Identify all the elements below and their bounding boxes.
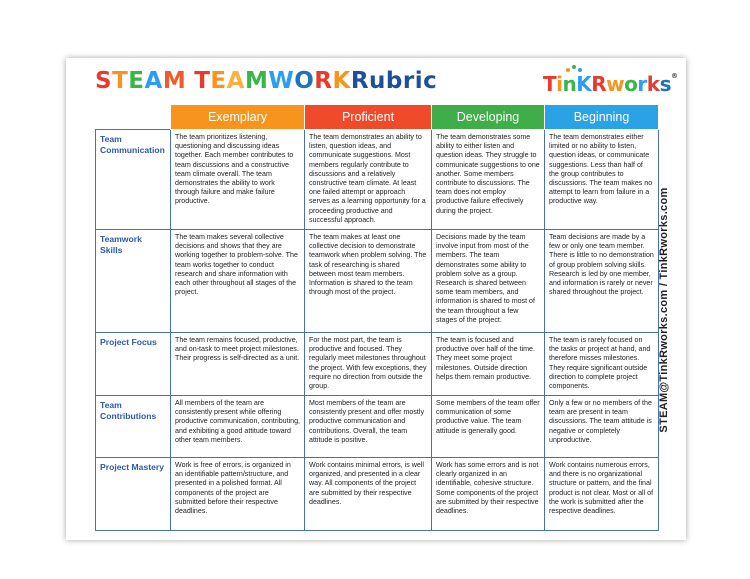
table-row xyxy=(96,333,659,396)
table-row xyxy=(96,230,659,333)
title-letter: T xyxy=(194,68,211,94)
logo-letter: T xyxy=(543,72,557,96)
title-letter: O xyxy=(294,68,315,94)
row-header: Project Focus xyxy=(96,333,171,396)
rubric-cell: All members of the team are consistently present while offering productive communication, contributing, and exhibiting a good attitude toward other team members. xyxy=(171,396,305,458)
title-letter: T xyxy=(112,68,129,94)
title-letter: A xyxy=(226,68,245,94)
logo-letter: r xyxy=(637,72,647,96)
rubric-cell: Decisions made by the team involve input from most of the members. The team demonstrates some ability to problem solve as a group. Research is shared between some team members, and information is shared to most of the team throughout a few stages of the project. xyxy=(432,230,545,333)
rubric-cell: For the most part, the team is productive and focused. They regularly meet milestones throughout the project. With few exceptions, they require no direction from outside the group. xyxy=(305,333,432,396)
row-header: Team Communication xyxy=(96,130,171,230)
row-header: Project Mastery xyxy=(96,458,171,531)
table-row xyxy=(96,130,659,230)
rubric-cell: Team decisions are made by a few or only one team member. There is little to no demonstration of group problem solving skills. Research is led by one member, and information is rarely or never shared throughout the project. xyxy=(545,230,659,333)
rubric-table xyxy=(95,104,659,531)
tinkrworks-logo xyxy=(543,72,678,96)
rubric-cell: The team is focused and productive over half of the time. They meet some project milestones. Outside direction helps them remain productive. xyxy=(432,333,545,396)
title-letter: A xyxy=(144,68,163,94)
page-title xyxy=(95,68,437,94)
table-row xyxy=(96,396,659,458)
title-letter: E xyxy=(210,68,227,94)
logo-letter: R xyxy=(591,72,607,96)
title-letter: W xyxy=(268,68,295,94)
title-letter: M xyxy=(162,68,187,94)
column-header-exemplary: Exemplary xyxy=(171,105,305,130)
header-row xyxy=(96,105,659,130)
title-letter: S xyxy=(95,68,113,94)
rubric-cell: The team demonstrates some ability to either listen and question ideas. They struggle to communicate suggestions to one another. Some members contribute to discussions. The team does not employ productive failure effectively during the project. xyxy=(432,130,545,230)
title-letter: R xyxy=(314,68,333,94)
logo-letter: n xyxy=(562,72,577,96)
logo-letter: k xyxy=(646,72,660,96)
title-letter: Rubric xyxy=(350,68,438,94)
rubric-cell: Some members of the team offer communication of some productive value. The team attitude is generally good. xyxy=(432,396,545,458)
title-letter: M xyxy=(244,68,269,94)
rubric-cell: Most members of the team are consistently present and offer mostly productive communication and contributions. Overall, the team attitude is positive. xyxy=(305,396,432,458)
logo-letter: w xyxy=(606,72,625,96)
corner-cell xyxy=(96,105,171,130)
rubric-cell: The team remains focused, productive, and on-task to meet project milestones. Their progress is self-directed as a unit. xyxy=(171,333,305,396)
rubric-cell: The team demonstrates an ability to listen, question ideas, and communicate suggestions. Most members regularly contribute to discussions and a relatively constructive team climate. At least one failed attempt or approach serves as a learning opportunity for a proceeding productive and successful approach. xyxy=(305,130,432,230)
registered-mark: ® xyxy=(671,72,678,80)
column-header-beginning: Beginning xyxy=(545,105,659,130)
logo-letter: o xyxy=(624,72,638,96)
rubric-cell: Work contains minimal errors, is well organized, and presented in a clear way. All components of the project are submitted by their respective deadlines. xyxy=(305,458,432,531)
rubric-cell: Work is free of errors, is organized in an identifiable pattern/structure, and presented in a polished format. All components of the project are submitted before their respective deadlines. xyxy=(171,458,305,531)
logo-letter: s xyxy=(659,72,671,96)
gear-spark-icon xyxy=(563,64,585,74)
column-header-proficient: Proficient xyxy=(305,105,432,130)
rubric-cell: Only a few or no members of the team are present in team discussions. The team attitude is negative or completely unproductive. xyxy=(545,396,659,458)
rubric-cell: The team is rarely focused on the tasks or project at hand, and therefore misses milestones. They require significant outside direction to complete project components. xyxy=(545,333,659,396)
contact-text: STEAM@TinkRworks.com / TinkRworks.com xyxy=(658,187,670,433)
rubric-cell: The team demonstrates either limited or no ability to listen, question ideas, or communicate suggestions. Less than half of the group contributes to discussions. The team makes no attempt to learn from failure in a productive way. xyxy=(545,130,659,230)
title-letter: E xyxy=(128,68,145,94)
row-header: Team Contributions xyxy=(96,396,171,458)
rubric-cell: Work has some errors and is not clearly organized in an identifiable, cohesive structure. Some components of the project are submitted by their respective deadlines. xyxy=(432,458,545,531)
rubric-cell: The team prioritizes listening, questioning and discussing ideas together. Each member contributes to team discussions and a constructive team climate overall. The team demonstrates the ability to work through failure and make failure productive. xyxy=(171,130,305,230)
column-header-developing: Developing xyxy=(432,105,545,130)
logo-letter: i xyxy=(556,72,563,96)
table-row xyxy=(96,458,659,531)
row-header: Teamwork Skills xyxy=(96,230,171,333)
logo-letter: K xyxy=(576,72,592,96)
rubric-cell: The team makes at least one collective decision to demonstrate teamwork when problem solving. The task of researching is shared between most team members. Information is shared to the team through most of the project. xyxy=(305,230,432,333)
rubric-cell: The team makes several collective decisions and shows that they are working together to problem-solve. The team works together to conduct research and share information with each other throughout all stages of the project. xyxy=(171,230,305,333)
title-letter: K xyxy=(332,68,351,94)
rubric-cell: Work contains numerous errors, and there is no organizational structure or pattern, and the final product is not clear. Most or all of the work is submitted after the respective deadlines. xyxy=(545,458,659,531)
